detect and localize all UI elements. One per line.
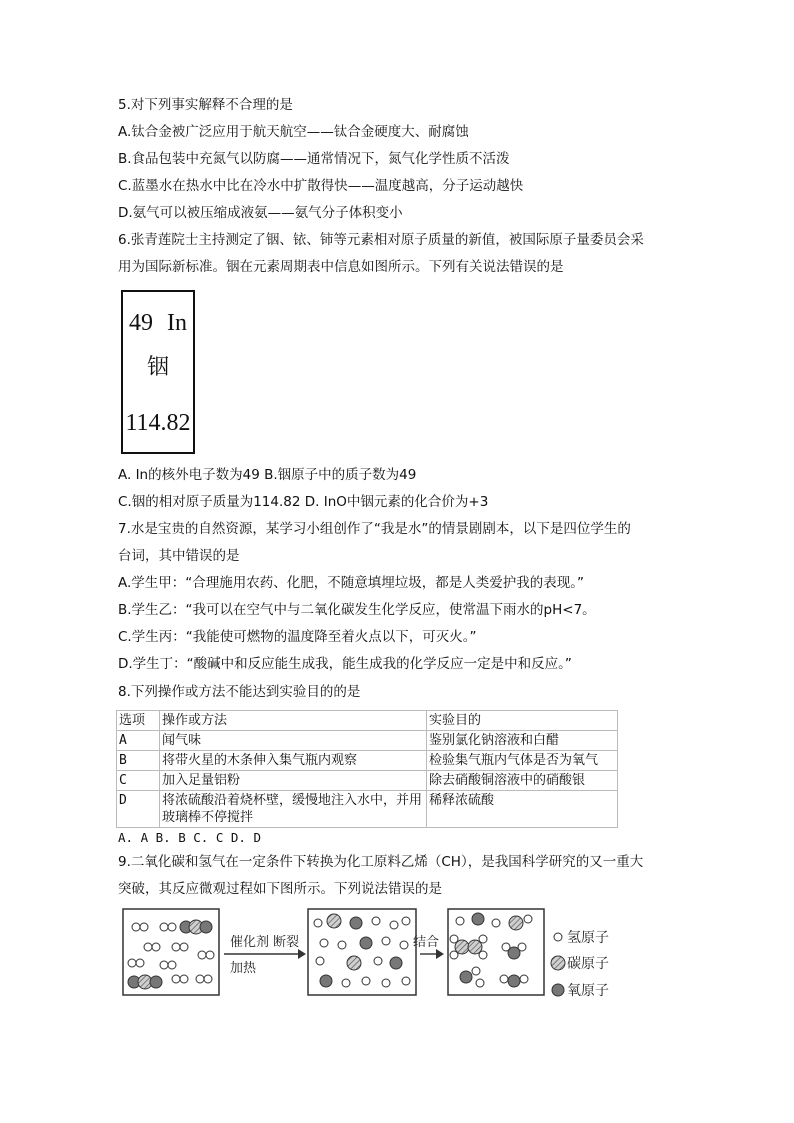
q5-option-a: A.钛合金被广泛应用于航天航空——钛合金硬度大、耐腐蚀 xyxy=(118,124,469,140)
table-cell: 闻气味 xyxy=(160,731,427,751)
table-cell: 鉴别氯化钠溶液和白醋 xyxy=(427,731,618,751)
q7-option-d: D.学生丁：“酸碱中和反应能生成我，能生成我的化学反应一定是中和反应。” xyxy=(118,656,572,672)
arrow-combine-label: 结合 xyxy=(413,935,440,950)
element-symbol: In xyxy=(167,310,187,336)
element-name: 铟 xyxy=(146,354,169,379)
table-cell: C xyxy=(117,771,160,791)
q6-options-line1: A. In的核外电子数为49 B.铟原子中的质子数为49 xyxy=(118,467,417,483)
q9-stem-line1: 9.二氧化碳和氢气在一定条件下转换为化工原料乙烯（CH），是我国科学研究的又一重大 xyxy=(118,854,644,870)
table-cell: A xyxy=(117,731,160,751)
arrow-break-top-label: 催化剂 断裂 xyxy=(230,935,300,950)
table-cell: 除去硝酸铜溶液中的硝酸银 xyxy=(427,771,618,791)
legend-oxygen-label: 氧原子 xyxy=(567,983,609,999)
legend-carbon-label: 碳原子 xyxy=(567,956,609,972)
table-cell: 检验集气瓶内气体是否为氧气 xyxy=(427,751,618,771)
arrow-break-bottom-label: 加热 xyxy=(230,961,257,976)
hydrogen-legend-swatch xyxy=(554,933,562,941)
arrow-combine xyxy=(413,934,444,959)
q5-option-b: B.食品包装中充氮气以防腐——通常情况下，氮气化学性质不活泼 xyxy=(118,151,510,167)
experiment-table xyxy=(116,710,618,828)
products-box xyxy=(448,909,544,995)
q8-answer-options: A. A B. B C. C D. D xyxy=(118,830,261,845)
carbon-legend-swatch xyxy=(551,956,565,970)
element-atomic-mass: 114.82 xyxy=(125,410,191,436)
oxygen-legend-swatch xyxy=(552,984,564,996)
table-header: 操作或方法 xyxy=(160,711,427,731)
q6-options-line2: C.铟的相对原子质量为114.82 D. InO中铟元素的化合价为+3 xyxy=(118,494,489,510)
table-cell: D xyxy=(117,791,160,828)
table-cell: 将带火星的木条伸入集气瓶内观察 xyxy=(160,751,427,771)
q8-stem: 8.下列操作或方法不能达到实验目的的是 xyxy=(118,684,361,700)
q9-stem-line2: 突破，其反应微观过程如下图所示。下列说法错误的是 xyxy=(118,881,442,897)
table-cell: B xyxy=(117,751,160,771)
table-cell: 加入足量铝粉 xyxy=(160,771,427,791)
table-header: 选项 xyxy=(117,711,160,731)
element-card xyxy=(121,290,195,454)
table-row xyxy=(117,751,618,771)
q7-option-b: B.学生乙：“我可以在空气中与二氧化碳发生化学反应，使常温下雨水的pH<7。 xyxy=(118,602,596,618)
q6-stem-line1: 6.张青莲院士主持测定了铟、铱、铈等元素相对原子质量的新值，被国际原子量委员会采 xyxy=(118,232,644,248)
q6-stem-line2: 用为国际新标准。铟在元素周期表中信息如图所示。下列有关说法错误的是 xyxy=(118,259,564,275)
table-header-row xyxy=(117,711,618,731)
q7-option-c: C.学生丙：“我能使可燃物的温度降至着火点以下，可灭火。” xyxy=(118,629,477,645)
legend xyxy=(551,930,609,999)
q5-option-d: D.氨气可以被压缩成液氨——氨气分子体积变小 xyxy=(118,205,403,221)
element-atomic-number: 49 xyxy=(129,310,153,336)
table-cell: 将浓硫酸沿着烧杯壁，缓慢地注入水中，并用玻璃棒不停搅拌 xyxy=(160,791,427,828)
q7-stem-line2: 台词，其中错误的是 xyxy=(118,548,240,564)
atoms-box xyxy=(308,909,416,995)
q5-option-c: C.蓝墨水在热水中比在冷水中扩散得快——温度越高，分子运动越快 xyxy=(118,178,524,194)
table-row xyxy=(117,791,618,828)
q5-stem: 5.对下列事实解释不合理的是 xyxy=(118,97,293,113)
reaction-diagram xyxy=(120,905,620,1005)
table-cell: 稀释浓硫酸 xyxy=(427,791,618,828)
legend-hydrogen-label: 氢原子 xyxy=(567,930,609,946)
table-row xyxy=(117,731,618,751)
arrow-break xyxy=(224,934,306,976)
table-header: 实验目的 xyxy=(427,711,618,731)
q7-option-a: A.学生甲：“合理施用农药、化肥，不随意填埋垃圾，都是人类爱护我的表现。” xyxy=(118,575,585,591)
table-row xyxy=(117,771,618,791)
q7-stem-line1: 7.水是宝贵的自然资源，某学习小组创作了“我是水”的情景剧剧本，以下是四位学生的 xyxy=(118,521,631,537)
reactants-box xyxy=(123,909,219,995)
